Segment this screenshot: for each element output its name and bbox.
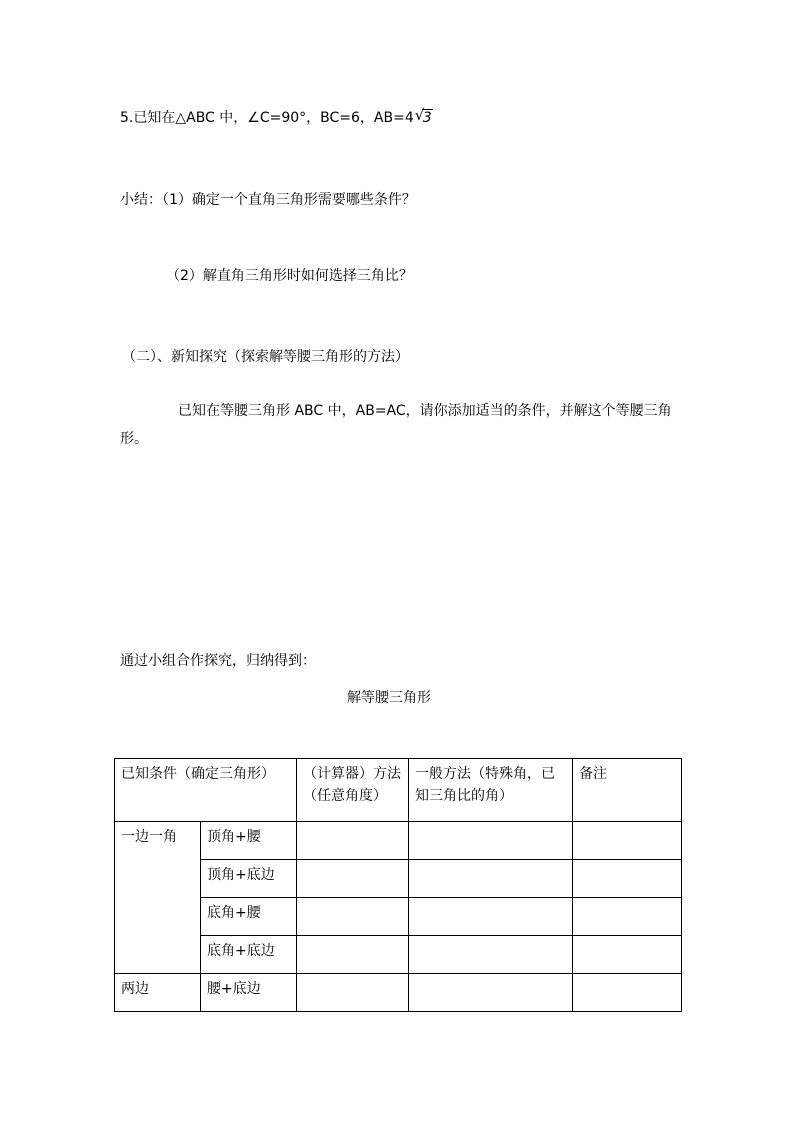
table-cell (409, 936, 573, 974)
sqrt-expression (415, 108, 433, 128)
table-cell (297, 860, 409, 898)
table-cell (409, 822, 573, 860)
summary-item-1: 小结：（1）确定一个直角三角形需要哪些条件？ (120, 192, 416, 208)
group-label-two-sides: 两边 (115, 974, 201, 1012)
radical-sign-icon: √ (414, 106, 425, 124)
table-cell (573, 936, 682, 974)
table-cell (297, 936, 409, 974)
table-row (115, 822, 682, 860)
table-row (115, 898, 682, 936)
table-cell (409, 974, 573, 1012)
sqrt-radicand: 3 (422, 110, 432, 126)
table-cell (297, 898, 409, 936)
table-row (115, 860, 682, 898)
header-remark: 备注 (573, 759, 682, 822)
row-label: 底角+腰 (201, 898, 297, 936)
question-5 (120, 108, 433, 128)
group-work-lead: 通过小组合作探究，归纳得到： (120, 653, 316, 669)
table-cell (573, 898, 682, 936)
table-cell (573, 822, 682, 860)
question-5-text: 5.已知在△ABC 中，∠C=90°，BC=6，AB=4 (120, 110, 414, 126)
isosceles-methods-table (114, 758, 682, 1012)
table-cell (409, 860, 573, 898)
table-header-row (115, 759, 682, 822)
row-label: 底角+底边 (201, 936, 297, 974)
table-row (115, 936, 682, 974)
table-title: 解等腰三角形 (347, 690, 431, 706)
group-label-one-side-one-angle: 一边一角 (115, 822, 201, 974)
row-label: 腰+底边 (201, 974, 297, 1012)
header-calculator-method: （计算器）方法（任意角度） (297, 759, 409, 822)
table-cell (409, 898, 573, 936)
section-2-heading: （二）、新知探究（探索解等腰三角形的方法） (122, 349, 409, 365)
table-cell (297, 822, 409, 860)
header-general-method: 一般方法（特殊角，已知三角比的角） (409, 759, 573, 822)
table-cell (573, 974, 682, 1012)
row-label: 顶角+腰 (201, 822, 297, 860)
section-2-paragraph: 已知在等腰三角形 ABC 中，AB=AC，请你添加适当的条件，并解这个等腰三角形。 (120, 403, 672, 447)
header-condition: 已知条件（确定三角形） (115, 759, 297, 822)
table-row (115, 974, 682, 1012)
table-cell (297, 974, 409, 1012)
row-label: 顶角+底边 (201, 860, 297, 898)
summary-item-2: （2）解直角三角形时如何选择三角比？ (166, 268, 413, 284)
table-cell (573, 860, 682, 898)
